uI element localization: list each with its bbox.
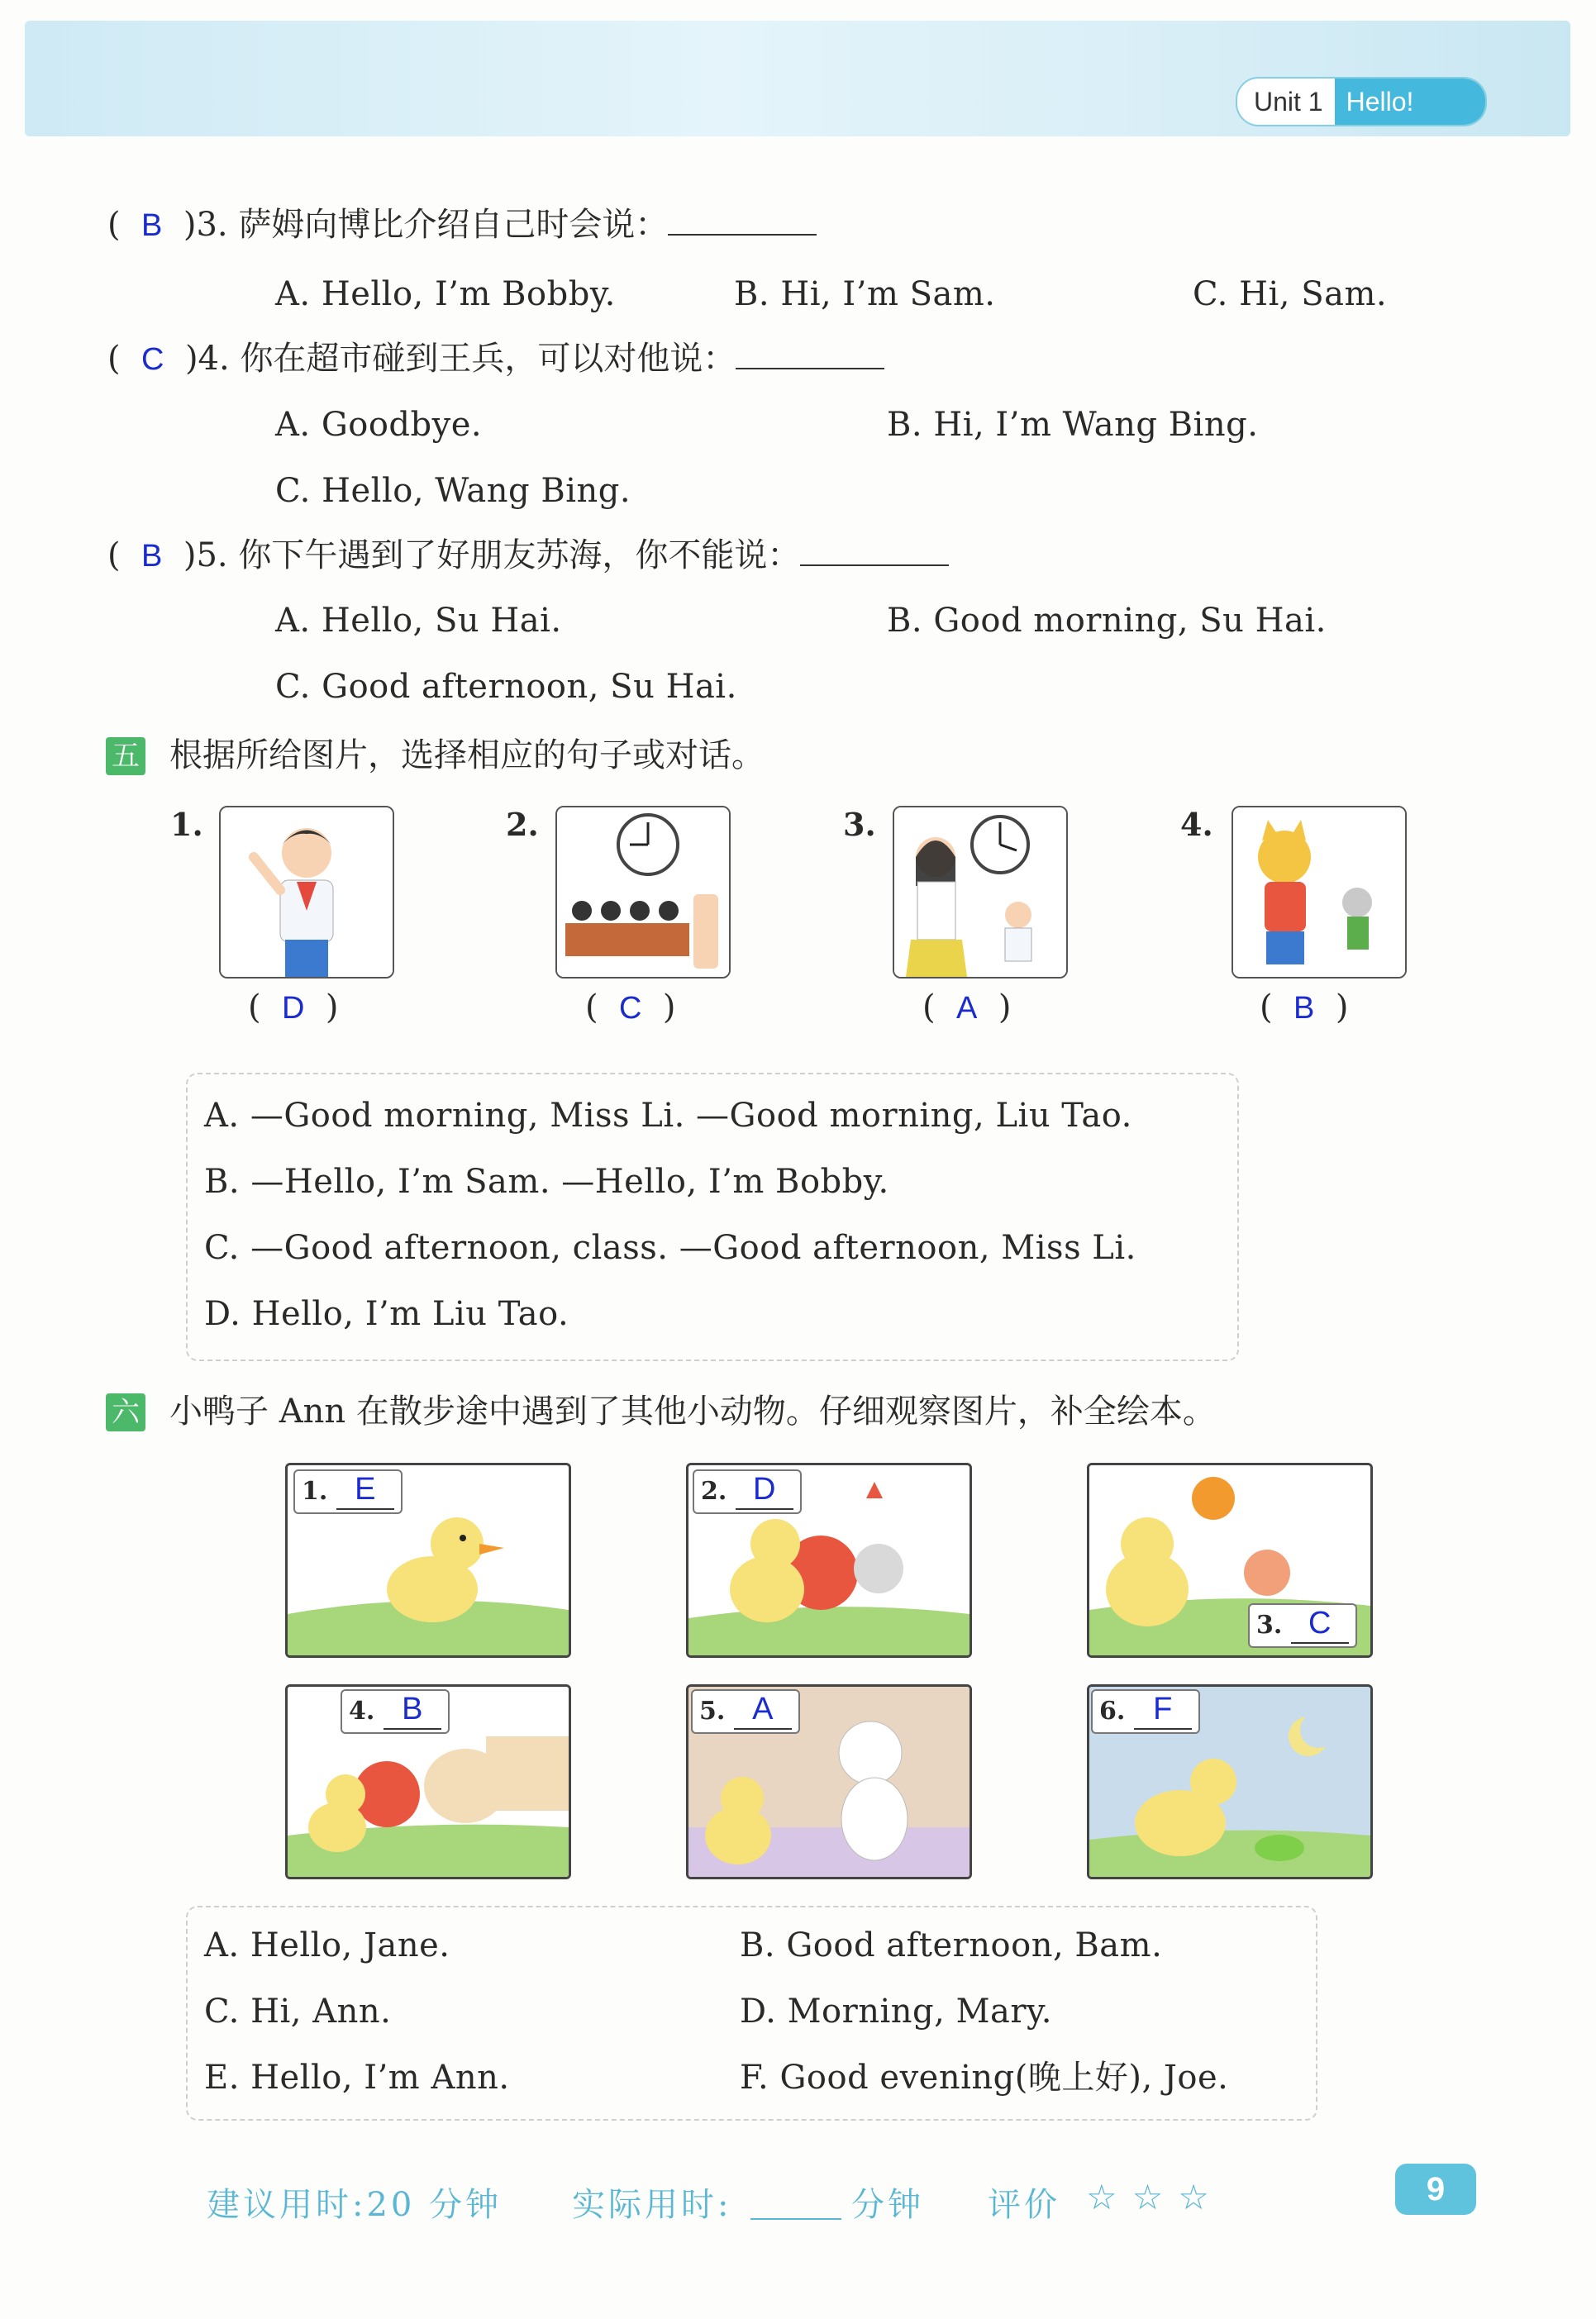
- q5-option-a: A. Hello, Su Hai.: [275, 602, 562, 640]
- comic-bubble-2: 2. D: [693, 1469, 802, 1514]
- actual-time-blank: [750, 2218, 841, 2220]
- answer-3: B: [141, 208, 163, 243]
- comic-answer-3: C: [1308, 1606, 1332, 1640]
- comic-answer-4: B: [402, 1692, 423, 1726]
- picture-boy-waving: [219, 806, 394, 979]
- s6-option-d: D. Morning, Mary.: [740, 1993, 1053, 2031]
- picture-3-answer: ( A ): [922, 988, 1012, 1026]
- cat-mouse-illustration: [1233, 807, 1405, 977]
- s5-option-b: B. —Hello, I’m Sam. —Hello, I’m Bobby.: [204, 1163, 889, 1201]
- q5-option-c: C. Good afternoon, Su Hai.: [275, 668, 737, 706]
- unit-title: Hello!: [1335, 79, 1485, 125]
- s5-option-a: A. —Good morning, Miss Li. —Good morning, Liu Tao.: [204, 1097, 1132, 1135]
- boy-illustration: [221, 807, 393, 977]
- rating-label: 评价: [988, 2186, 1060, 2224]
- answer-5: B: [141, 539, 163, 574]
- section-5-title: 根据所给图片，选择相应的句子或对话。: [169, 736, 765, 774]
- answer-blank: [800, 564, 949, 566]
- s5-option-c: C. —Good afternoon, class. —Good afternoon, Miss Li.: [204, 1229, 1136, 1267]
- comic-bubble-1: 1. E: [293, 1469, 403, 1514]
- q5-option-b: B. Good morning, Su Hai.: [887, 602, 1327, 640]
- section-5-icon: 五: [106, 737, 145, 775]
- q3-option-b: B. Hi, I’m Sam.: [734, 275, 996, 313]
- picture-classroom-clock: [555, 806, 731, 979]
- question-3-text: 萨姆向博比介绍自己时会说：: [238, 206, 669, 244]
- suggested-time: 建议用时:20 分钟: [207, 2186, 503, 2224]
- s6-option-e: E. Hello, I’m Ann.: [204, 2059, 510, 2097]
- question-5-text: 你下午遇到了好朋友苏海，你不能说：: [238, 536, 801, 574]
- q4-option-c: C. Hello, Wang Bing.: [275, 472, 631, 510]
- picture-teacher-clock: [893, 806, 1068, 979]
- section-6-title: 小鸭子 Ann 在散步途中遇到了其他小动物。仔细观察图片，补全绘本。: [169, 1393, 1216, 1431]
- comic-answer-5: A: [752, 1692, 774, 1726]
- question-4-text: 你在超市碰到王兵，可以对他说：: [240, 340, 736, 378]
- answer-4: C: [141, 342, 164, 377]
- question-4: ( C )4. 你在超市碰到王兵，可以对他说：: [107, 337, 884, 381]
- comic-bubble-3: 3. C: [1248, 1603, 1357, 1648]
- q4-option-a: A. Goodbye.: [275, 406, 483, 444]
- s6-option-c: C. Hi, Ann.: [204, 1993, 392, 2031]
- picture-1-answer: ( D ): [248, 988, 339, 1026]
- comic-answer-2: D: [753, 1472, 776, 1507]
- answer-blank: [668, 234, 817, 236]
- page-number: 9: [1395, 2164, 1476, 2215]
- s5-option-d: D. Hello, I’m Liu Tao.: [204, 1295, 569, 1333]
- comic-bubble-4: 4. B: [341, 1689, 450, 1734]
- q3-option-a: A. Hello, I’m Bobby.: [275, 275, 616, 313]
- actual-time-label: 实际用时:: [572, 2186, 732, 2224]
- answer-blank: [736, 368, 884, 369]
- picture-number: 1.: [170, 806, 203, 843]
- question-5: ( B )5. 你下午遇到了好朋友苏海，你不能说：: [107, 534, 949, 578]
- s6-option-f: F. Good evening(晚上好), Joe.: [740, 2059, 1229, 2097]
- picture-4-answer: ( B ): [1260, 988, 1349, 1026]
- picture-number: 3.: [843, 806, 876, 843]
- question-3: ( B )3. 萨姆向博比介绍自己时会说：: [107, 203, 817, 247]
- classroom-illustration: [557, 807, 729, 977]
- comic-bubble-5: 5. A: [691, 1689, 800, 1734]
- picture-number: 4.: [1180, 806, 1213, 843]
- picture-2-answer: ( C ): [585, 988, 676, 1026]
- picture-number: 2.: [506, 806, 539, 843]
- teacher-illustration: [894, 807, 1066, 977]
- q4-option-b: B. Hi, I’m Wang Bing.: [887, 406, 1259, 444]
- unit-badge: [1236, 77, 1487, 126]
- minutes-label: 分钟: [851, 2186, 924, 2224]
- rating-stars-icon: ☆☆☆: [1086, 2177, 1224, 2217]
- s6-option-b: B. Good afternoon, Bam.: [740, 1926, 1163, 1964]
- comic-bubble-6: 6. F: [1091, 1689, 1200, 1734]
- comic-answer-6: F: [1153, 1692, 1173, 1726]
- section-6-icon: 六: [106, 1393, 145, 1431]
- unit-label: Unit 1: [1254, 86, 1323, 117]
- picture-cat-mouse: [1232, 806, 1407, 979]
- s6-option-a: A. Hello, Jane.: [204, 1926, 450, 1964]
- comic-answer-1: E: [355, 1472, 376, 1507]
- q3-option-c: C. Hi, Sam.: [1193, 275, 1388, 313]
